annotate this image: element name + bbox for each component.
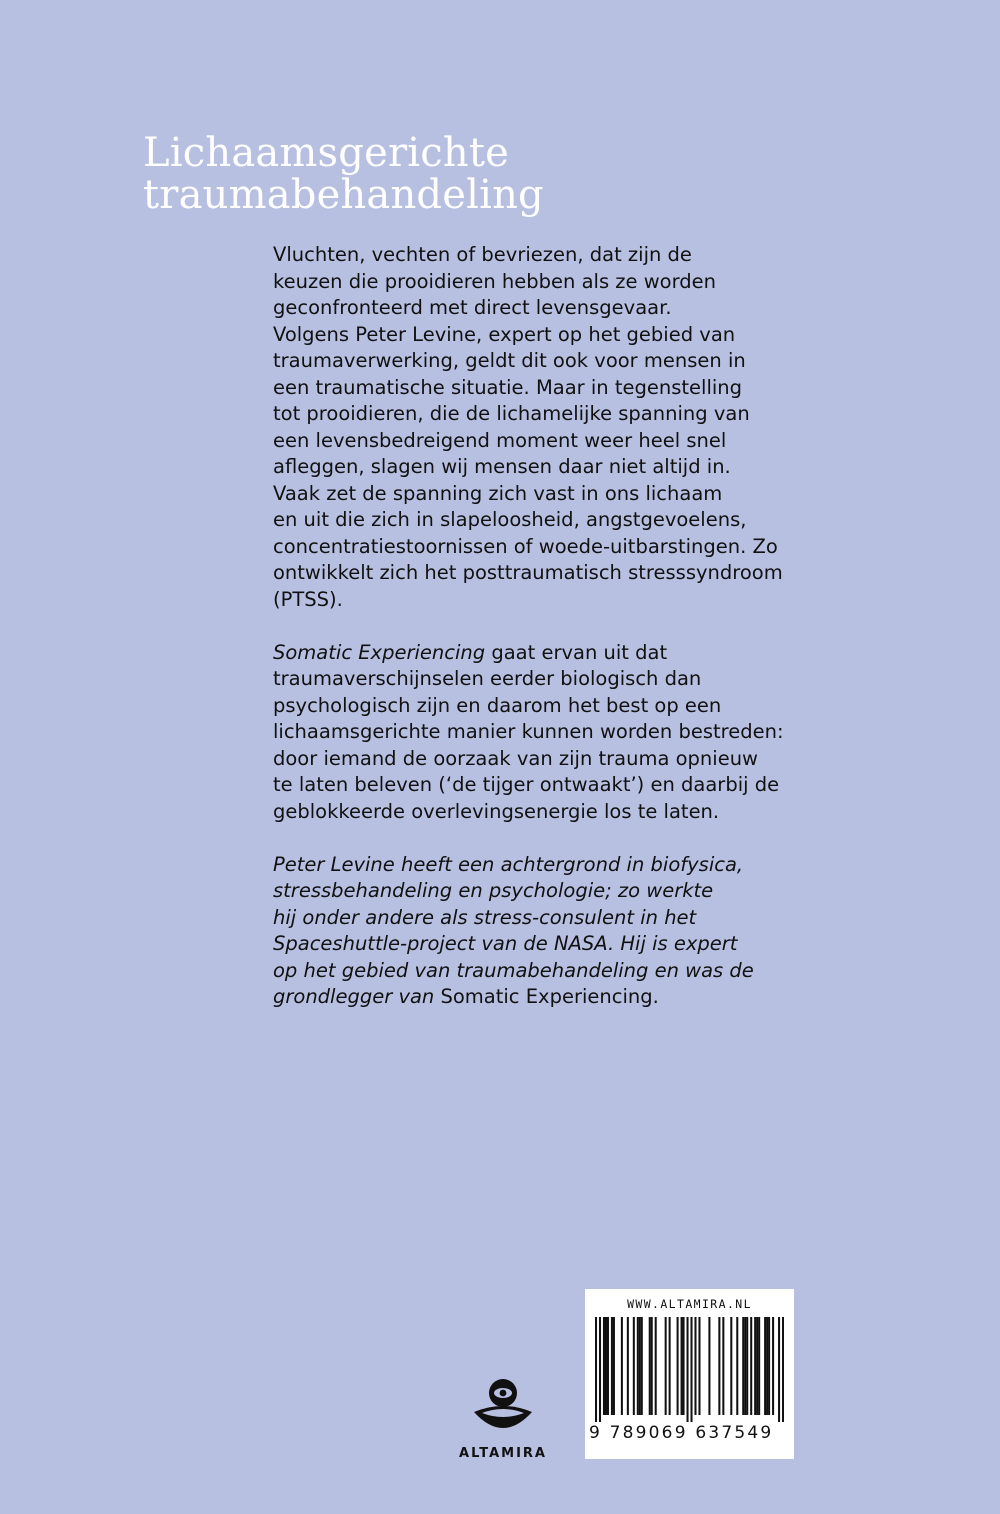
blurb-line: een levensbedreigend moment weer heel snel (273, 428, 727, 452)
barcode-bar (633, 1317, 635, 1415)
barcode-bar (655, 1317, 657, 1415)
isbn-digits: 9 789069 637549 (589, 1423, 774, 1443)
blurb-line: traumaverschijnselen eerder biologisch dan (273, 667, 702, 690)
blurb-line: (PTSS). (273, 587, 343, 611)
barcode-bar (718, 1317, 720, 1415)
blurb-line: Vaak zet de spanning zich vast in ons lichaam (273, 481, 723, 505)
barcode-bar (736, 1317, 738, 1415)
barcode-bar (746, 1317, 748, 1415)
barcode-bar (669, 1317, 671, 1415)
blurb-line: afleggen, slagen wij mensen daar niet altijd in. (273, 455, 731, 478)
barcode-bar (665, 1317, 667, 1415)
blurb-line: en uit die zich in slapeloosheid, angstgevoelens, (273, 508, 747, 531)
blurb-text (273, 242, 803, 1037)
barcode-bar (641, 1317, 643, 1415)
barcode-bar (681, 1317, 683, 1415)
author-bio-line: hij onder andere als stress-consulent in het (273, 905, 697, 929)
blurb-line: lichaamsgerichte manier kunnen worden bestreden: (273, 720, 784, 743)
barcode-bar (708, 1317, 710, 1415)
author-bio-line: op het gebied van traumabehandeling en was de (273, 958, 754, 982)
blurb-line: geconfronteerd met direct levensgevaar. (273, 296, 672, 319)
author-bio-last-italic: grondlegger van (273, 985, 435, 1008)
author-bio-line: Spaceshuttle-project van de NASA. Hij is expert (273, 932, 738, 955)
blurb-line: keuzen die prooidieren hebben als ze worden (273, 269, 717, 293)
blurb-line: concentratiestoornissen of woede-uitbarstingen. Zo (273, 534, 778, 558)
barcode-bar (690, 1317, 692, 1422)
isbn-barcode (595, 1317, 784, 1422)
barcode-bar (768, 1317, 770, 1415)
barcode-bar (683, 1317, 685, 1415)
barcode-bar (742, 1317, 744, 1415)
blurb-line (273, 640, 803, 667)
method-name-upright: Somatic Experiencing. (434, 985, 659, 1008)
barcode-bar (627, 1317, 629, 1415)
barcode-bar (649, 1317, 651, 1415)
blurb-line: Volgens Peter Levine, expert op het gebied van (273, 322, 736, 346)
blurb-paragraph-1 (273, 242, 803, 613)
blurb-paragraph-2 (273, 640, 803, 826)
barcode-bar (621, 1317, 623, 1415)
author-bio-line: stressbehandeling en psychologie; zo werkte (273, 879, 714, 902)
author-bio-line (273, 984, 803, 1011)
barcode-bar (595, 1317, 597, 1422)
barcode-bar (758, 1317, 760, 1415)
blurb-line-rest: gaat ervan uit dat (485, 640, 668, 664)
barcode-bar (611, 1317, 613, 1415)
barcode-bar (613, 1317, 615, 1415)
blurb-line: tot prooidieren, die de lichamelijke spanning van (273, 402, 750, 425)
blurb-line: ontwikkelt zich het posttraumatisch stresssyndroom (273, 561, 783, 584)
barcode-bar (764, 1317, 766, 1415)
barcode-bar (677, 1317, 679, 1415)
barcode-label (585, 1289, 794, 1459)
book-title (143, 132, 544, 216)
barcode-bar (651, 1317, 653, 1415)
barcode-bar (750, 1317, 752, 1415)
barcode-bar (754, 1317, 756, 1415)
blurb-line: te laten beleven (‘de tijger ontwaakt’) en daarbij de (273, 773, 780, 796)
blurb-line: geblokkeerde overlevingsenergie los te laten. (273, 799, 720, 823)
barcode-bar (599, 1317, 601, 1422)
barcode-bar (778, 1317, 780, 1422)
publisher-url: WWW.ALTAMIRA.NL (627, 1297, 752, 1311)
barcode-bar (603, 1317, 605, 1415)
barcode-bar (639, 1317, 641, 1415)
publisher-name: ALTAMIRA (459, 1446, 547, 1461)
blurb-line: een traumatische situatie. Maar in tegenstelling (273, 375, 743, 399)
publisher-logo (448, 1370, 558, 1470)
blurb-line: psychologisch zijn en daarom het best op een (273, 693, 722, 717)
barcode-bar (772, 1317, 774, 1415)
barcode-bar (698, 1317, 700, 1415)
barcode-bar (637, 1317, 639, 1415)
blurb-line: door iemand de oorzaak van zijn trauma opnieuw (273, 746, 759, 770)
barcode-bar (687, 1317, 689, 1422)
barcode-bar (605, 1317, 607, 1415)
book-title-line-1: Lichaamsgerichte (143, 130, 509, 176)
author-bio (273, 852, 803, 1011)
barcode-bar (730, 1317, 732, 1415)
author-bio-line: Peter Levine heeft een achtergrond in biofysica, (273, 852, 744, 876)
barcode-bar (694, 1317, 696, 1415)
book-title-line-2: traumabehandeling (143, 172, 544, 218)
barcode-bar (607, 1317, 609, 1415)
blurb-line: Vluchten, vechten of bevriezen, dat zijn de (273, 243, 692, 266)
barcode-bar (756, 1317, 758, 1415)
method-name: Somatic Experiencing (273, 640, 486, 664)
barcode-bar (744, 1317, 746, 1415)
barcode-bar (766, 1317, 768, 1415)
barcode-bar (722, 1317, 724, 1415)
altamira-eye-logo-icon (470, 1370, 536, 1440)
barcode-bar (782, 1317, 784, 1422)
blurb-line: traumaverwerking, geldt dit ook voor mensen in (273, 349, 746, 372)
